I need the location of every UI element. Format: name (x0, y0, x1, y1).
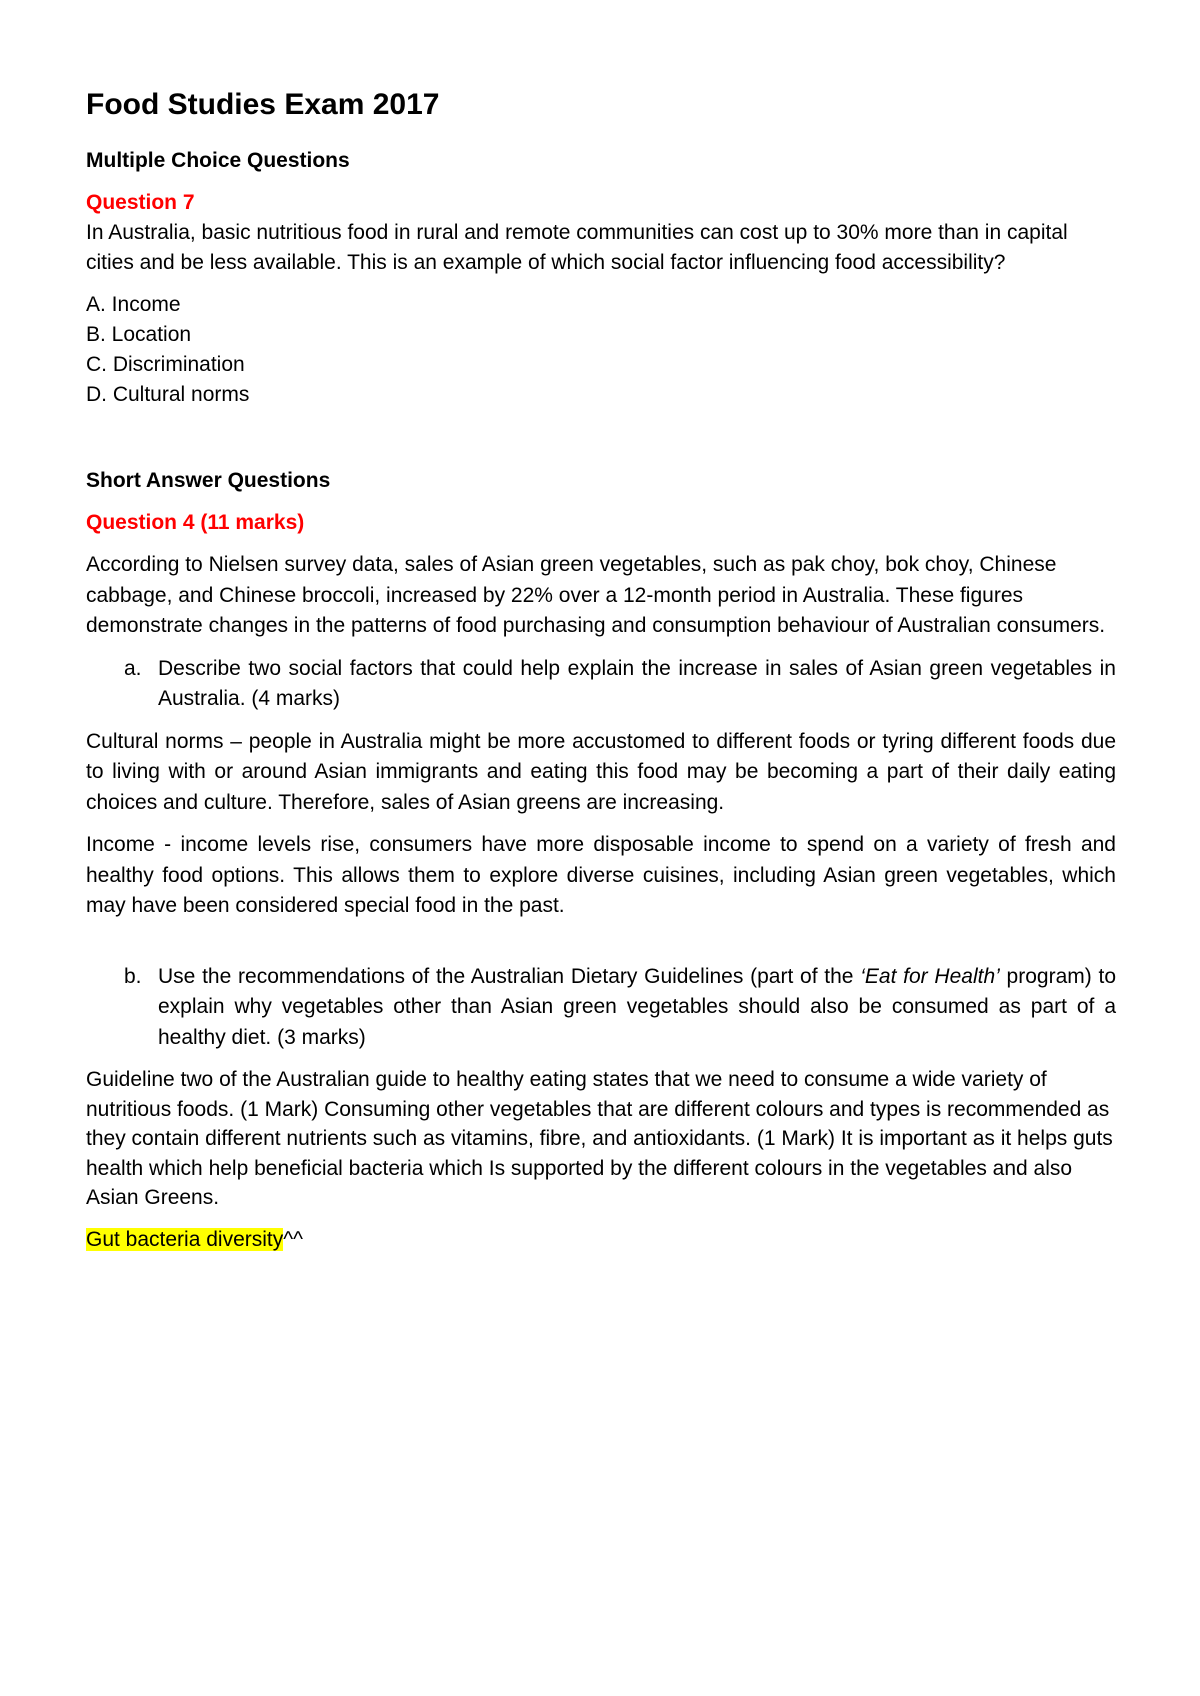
part-b-text-after: program) to explain why vegetables other than Asian green vegetables should also be consumed as part of a healthy diet. (3 marks) (158, 964, 1116, 1049)
option-c: C. Discrimination (86, 353, 245, 376)
answer-b: Guideline two of the Australian guide to healthy eating states that we need to consume a wide variety of nutritious foods. (1 Mark) Consuming other vegetables that are different colours and types is recommended as they contain different nutrients such as vitamins, fibre, and antioxidants. (1 Mark) It is important as it helps guts health which help beneficial bacteria which Is supported by the different colours in the vegetables and also Asian Greens. (86, 1068, 1113, 1209)
part-b-text-before: Use the recommendations of the Australian Dietary Guidelines (part of the (158, 964, 861, 988)
answer-a-income: Income - income levels rise, consumers have more disposable income to spend on a variety of fresh and healthy food options. This allows them to explore diverse cuisines, including Asian green vegetables, which may have been considered special food in the past. (86, 833, 1116, 917)
highlighted-note: Gut bacteria diversity (86, 1227, 284, 1251)
multiple-choice-heading: Multiple Choice Questions (86, 149, 350, 172)
question-7-text: In Australia, basic nutritious food in rural and remote communities can cost up to 30% more than in capital cities and be less available. This is an example of which social factor influencing food accessibility? (86, 221, 1068, 274)
answer-a-cultural-norms: Cultural norms – people in Australia might be more accustomed to different foods or tyring different foods due to living with or around Asian immigrants and eating this food may be becoming a part of their daily eating choices and culture. Therefore, sales of Asian greens are increasing. (86, 729, 1116, 814)
eat-for-health-italic: ‘Eat for Health’ (860, 964, 1000, 988)
option-b: B. Location (86, 323, 192, 346)
gut-bacteria-note (86, 1225, 1116, 1256)
question-4-intro: According to Nielsen survey data, sales of Asian green vegetables, such as pak choy, bok choy, Chinese cabbage, and Chinese broccoli, increased by 22% over a 12-month period in Australia. These figures demonstrate changes in the patterns of food purchasing and consumption behaviour of Australian consumers. (86, 553, 1106, 637)
question-7-options (86, 290, 1116, 410)
option-a: A. Income (86, 293, 181, 316)
part-a-marker: a. (124, 656, 142, 680)
note-suffix: ^^ (283, 1227, 303, 1251)
option-d: D. Cultural norms (86, 383, 250, 406)
question-4-part-a (86, 654, 1116, 715)
question-4-part-b (86, 962, 1116, 1054)
short-answer-heading: Short Answer Questions (86, 469, 331, 492)
part-b-text (158, 962, 1116, 1054)
document-title: Food Studies Exam 2017 (86, 88, 440, 121)
part-a-text: Describe two social factors that could help explain the increase in sales of Asian green vegetables in Australia. (4 marks) (158, 656, 1116, 710)
document-page (86, 80, 1116, 1255)
question-7-heading: Question 7 (86, 191, 195, 214)
part-b-marker: b. (124, 964, 142, 988)
question-4-heading: Question 4 (11 marks) (86, 511, 305, 534)
